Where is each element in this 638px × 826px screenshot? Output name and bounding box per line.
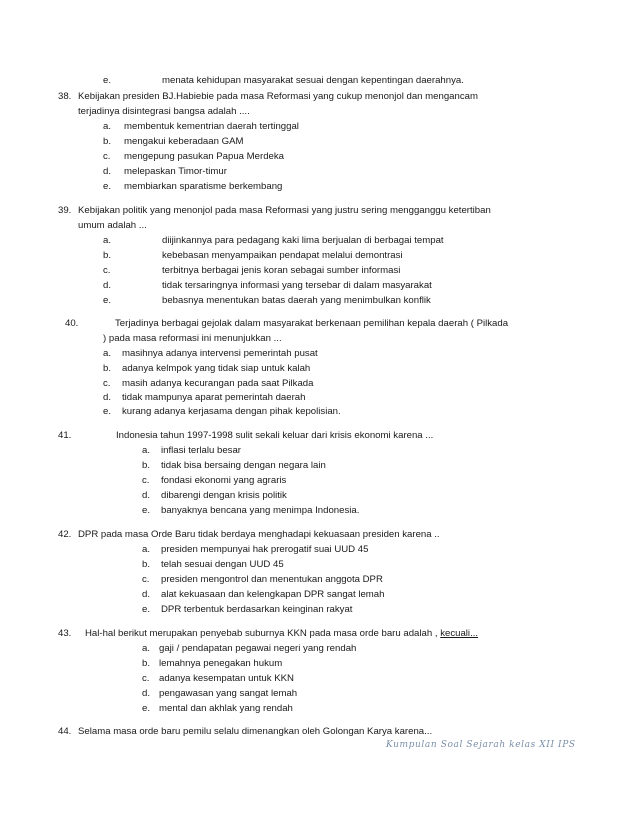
question-text-cont: ) pada masa reformasi ini menunjukkan ... xyxy=(103,333,282,344)
option-letter: c. xyxy=(142,475,150,486)
question-text: DPR pada masa Orde Baru tidak berdaya menghadapi kekuasaan presiden karena .. xyxy=(78,529,440,540)
option-letter: d. xyxy=(103,280,112,291)
option-text: menata kehidupan masyarakat sesuai dengan kepentingan daerahnya. xyxy=(162,75,464,86)
question-text-cont: umum adalah ... xyxy=(78,220,147,231)
option-text: alat kekuasaan dan kelengkapan DPR sangat lemah xyxy=(161,589,385,600)
question-number: 40. xyxy=(65,318,79,329)
option-letter: a. xyxy=(103,121,112,132)
option-letter: b. xyxy=(142,658,151,669)
option-text: gaji / pendapatan pegawai negeri yang rendah xyxy=(159,643,357,654)
option-text: diijinkannya para pedagang kaki lima berjualan di berbagai tempat xyxy=(162,235,444,246)
option-letter: e. xyxy=(103,406,112,417)
question-number: 38. xyxy=(58,91,72,102)
option-text: presiden mempunyai hak prerogatif suai UUD 45 xyxy=(161,544,369,555)
question-text: Kebijakan presiden BJ.Habiebie pada masa Reformasi yang cukup menonjol dan mengancam xyxy=(78,91,478,102)
page-footer: Kumpulan Soal Sejarah kelas XII IPS xyxy=(386,740,576,750)
question-text: Terjadinya berbagai gejolak dalam masyarakat berkenaan pemilihan kepala daerah ( Pilkada xyxy=(115,318,509,329)
option-letter: c. xyxy=(103,151,111,162)
question-number: 44. xyxy=(58,726,72,737)
option-letter: a. xyxy=(103,348,112,359)
question-number: 43. xyxy=(58,628,72,639)
option-text: tidak bisa bersaing dengan negara lain xyxy=(161,460,326,471)
option-letter: b. xyxy=(103,363,112,374)
question-text: Kebijakan politik yang menonjol pada masa Reformasi yang justru sering mengganggu ketertiban xyxy=(78,205,491,216)
option-text: tidak mampunya aparat pemerintah daerah xyxy=(122,392,306,403)
option-text: DPR terbentuk berdasarkan keinginan rakyat xyxy=(161,604,353,615)
question-text: Selama masa orde baru pemilu selalu dimenangkan oleh Golongan Karya karena... xyxy=(78,726,433,737)
option-letter: e. xyxy=(142,703,151,714)
option-text: mental dan akhlak yang rendah xyxy=(159,703,293,714)
option-text: masih adanya kecurangan pada saat Pilkada xyxy=(122,378,314,389)
option-letter: d. xyxy=(142,589,151,600)
option-letter: b. xyxy=(103,136,112,147)
question-text: Indonesia tahun 1997-1998 sulit sekali keluar dari krisis ekonomi karena ... xyxy=(116,430,434,441)
option-letter: b. xyxy=(103,250,112,261)
question-text xyxy=(85,628,478,640)
option-text: mengepung pasukan Papua Merdeka xyxy=(124,151,285,162)
option-text: adanya kelmpok yang tidak siap untuk kalah xyxy=(122,363,311,374)
option-text: masihnya adanya intervensi pemerintah pusat xyxy=(122,348,318,359)
question-text-emphasis: kecuali... xyxy=(440,628,479,639)
option-letter: a. xyxy=(142,643,151,654)
option-letter: e. xyxy=(142,505,151,516)
question-text-main: Hal-hal berikut merupakan penyebab suburnya KKN pada masa orde baru adalah , xyxy=(85,628,438,639)
option-letter: d. xyxy=(103,392,112,403)
option-letter: a. xyxy=(142,544,151,555)
question-number: 39. xyxy=(58,205,72,216)
option-text: telah sesuai dengan UUD 45 xyxy=(161,559,284,570)
option-letter: e. xyxy=(103,295,112,306)
option-letter: e. xyxy=(142,604,151,615)
option-letter: a. xyxy=(103,235,112,246)
option-text: kebebasan menyampaikan pendapat melalui demontrasi xyxy=(162,250,403,261)
option-text: dibarengi dengan krisis politik xyxy=(161,490,287,501)
option-text: kurang adanya kerjasama dengan pihak kepolisian. xyxy=(122,406,341,417)
option-letter: b. xyxy=(142,460,151,471)
option-text: terbitnya berbagai jenis koran sebagai sumber informasi xyxy=(162,265,401,276)
option-text: tidak tersaringnya informasi yang tersebar di dalam masyarakat xyxy=(162,280,432,291)
question-number: 42. xyxy=(58,529,72,540)
option-letter: c. xyxy=(142,673,150,684)
option-letter: d. xyxy=(103,166,112,177)
option-letter: e. xyxy=(103,75,112,86)
option-letter: c. xyxy=(103,378,111,389)
option-letter: d. xyxy=(142,490,151,501)
option-text: inflasi terlalu besar xyxy=(161,445,241,456)
question-text-cont: terjadinya disintegrasi bangsa adalah .... xyxy=(78,106,250,117)
option-text: bebasnya menentukan batas daerah yang menimbulkan konflik xyxy=(162,295,431,306)
option-letter: a. xyxy=(142,445,151,456)
option-text: melepaskan Timor-timur xyxy=(124,166,227,177)
option-text: banyaknya bencana yang menimpa Indonesia. xyxy=(161,505,360,516)
option-letter: c. xyxy=(142,574,150,585)
option-letter: b. xyxy=(142,559,151,570)
option-text: mengakui keberadaan GAM xyxy=(124,136,244,147)
option-text: fondasi ekonomi yang agraris xyxy=(161,475,287,486)
question-number: 41. xyxy=(58,430,72,441)
option-letter: e. xyxy=(103,181,112,192)
option-text: membiarkan sparatisme berkembang xyxy=(124,181,283,192)
option-text: pengawasan yang sangat lemah xyxy=(159,688,298,699)
option-text: lemahnya penegakan hukum xyxy=(159,658,283,669)
option-text: adanya kesempatan untuk KKN xyxy=(159,673,294,684)
option-text: presiden mengontrol dan menentukan anggota DPR xyxy=(161,574,383,585)
option-letter: c. xyxy=(103,265,111,276)
option-letter: d. xyxy=(142,688,151,699)
option-text: membentuk kementrian daerah tertinggal xyxy=(124,121,299,132)
